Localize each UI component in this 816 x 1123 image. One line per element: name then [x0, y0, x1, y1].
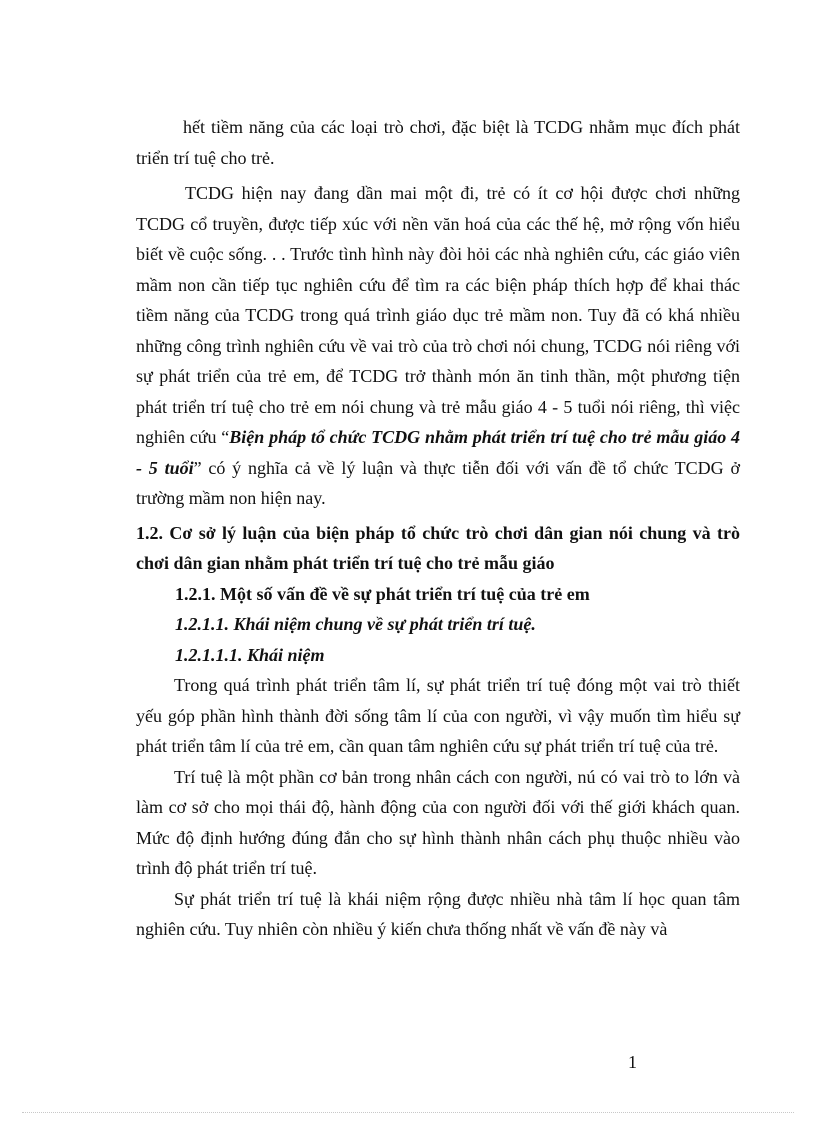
page-number: 1: [628, 1052, 637, 1072]
heading-1-2: 1.2. Cơ sở lý luận của biện pháp tổ chức trò chơi dân gian nói chung và trò chơi dân gian nhằm phát triển trí tuệ cho trẻ mẫu giáo: [136, 522, 740, 573]
paragraph-intellect-development: Trong quá trình phát triển tâm lí, sự phát triển trí tuệ đóng một vai trò thiết yếu góp phần hình thành đời sống tâm lí của con người, vì vậy muốn tìm hiểu sự phát triển tâm lí của trẻ em, cần quan tâm nghiên cứu sự phát triển trí tuệ của trẻ.: [136, 675, 740, 756]
paragraph-tcdg-context: [136, 178, 740, 514]
paragraph-tcdg-text: TCDG hiện nay đang dần mai một đi, trẻ có ít cơ hội được chơi những TCDG cổ truyền, được tiếp xúc với nền văn hoá của các thế hệ, mở rộng vốn hiểu biết về cuộc sống. . . Trước tình hình này đòi hỏi các nhà nghiên cứu, các giáo viên mầm non cần tiếp tục nghiên cứu để tìm ra các biện pháp thích hợp để khai thác tiềm năng của TCDG trong quá trình giáo dục trẻ mầm non. Tuy đã có khá nhiều những công trình nghiên cứu về vai trò của trò chơi nói chung, TCDG nói riêng với sự phát triển của trẻ em, để TCDG trở thành món ăn tinh thần, một phương tiện phát triển trí tuệ cho trẻ em nói chung và trẻ mẫu giáo 4 - 5 tuổi nói riêng, thì việc nghiên cứu “: [136, 183, 740, 447]
paragraph-tcdg-ending: ” có ý nghĩa cả về lý luận và thực tiễn đối với vấn đề tổ chức TCDG ở trường mầm non hiện nay.: [136, 457, 740, 508]
paragraph-intro-continuation: hết tiềm năng của các loại trò chơi, đặc biệt là TCDG nhằm mục đích phát triển trí tuệ cho trẻ.: [136, 117, 740, 168]
heading-1-2-1: 1.2.1. Một số vấn đề về sự phát triển trí tuệ của trẻ em: [175, 583, 590, 604]
page-body: [136, 112, 740, 945]
heading-1-2-1-1-1: 1.2.1.1.1. Khái niệm: [175, 644, 325, 665]
thesis-title-emphasis: Biện pháp tổ chức TCDG nhằm phát triển trí tuệ cho trẻ mẫu giáo 4 - 5 tuổi: [136, 427, 740, 478]
paragraph-intellect-concept: Sự phát triển trí tuệ là khái niệm rộng được nhiều nhà tâm lí học quan tâm nghiên cứu. Tuy nhiên còn nhiều ý kiến chưa thống nhất về vấn đề này và: [136, 888, 740, 939]
paragraph-intellect-role: Trí tuệ là một phần cơ bản trong nhân cách con người, nú có vai trò to lớn và làm cơ sở cho mọi thái độ, hành động của con người đối với thế giới khách quan. Mức độ định hướng đúng đắn cho sự hình thành nhân cách phụ thuộc nhiều vào trình độ phát triển trí tuệ.: [136, 766, 740, 878]
heading-1-2-1-1: 1.2.1.1. Khái niệm chung về sự phát triển trí tuệ.: [175, 614, 536, 634]
page-divider: [22, 1112, 794, 1113]
